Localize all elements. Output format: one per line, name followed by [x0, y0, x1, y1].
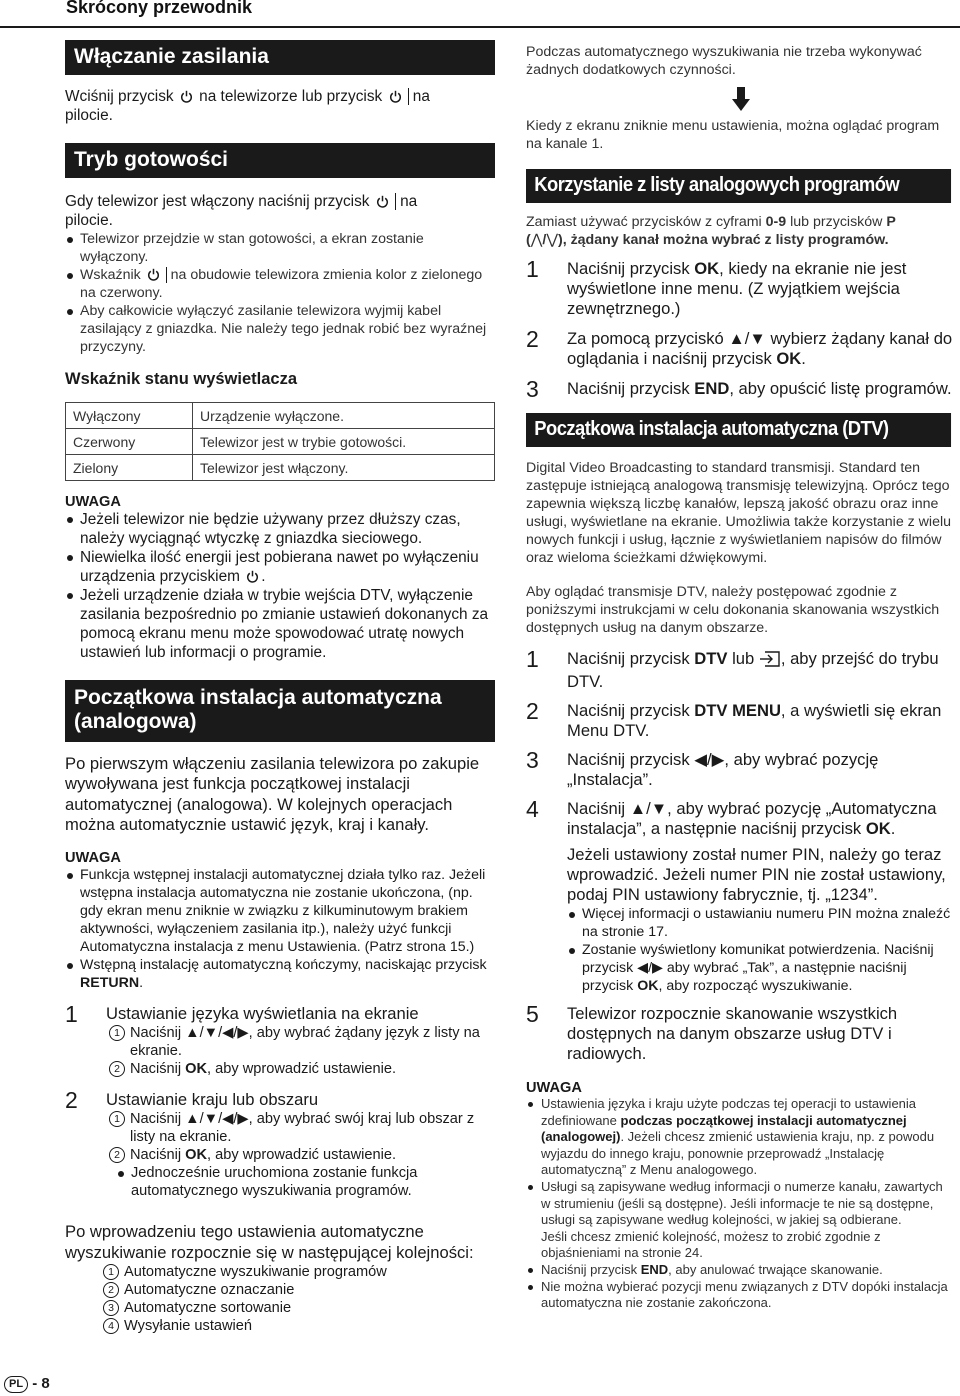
list-item: Naciśnij przycisk END, aby anulować trwające skanowanie. — [526, 1262, 954, 1279]
page-header — [0, 0, 960, 28]
section-title-analog-install: Początkowa instalacja automatyczna (analogowa) — [65, 680, 495, 741]
list-item: Usługi są zapisywane według informacji o numerze kanału, zawartych w strumieniu (jeśli są dostępne). Jeśli informacje te nie są dostępne, usługi są zapisywane według kolejności, w jakiej są odbierane. Jeśli chcesz zmienić kolejność, możesz to zrobić zgodnie z objaśnieniami na stronie 24. — [526, 1179, 954, 1262]
channel-text: Kiedy z ekranu zniknie menu ustawienia, można oglądać program na kanale 1. — [526, 118, 940, 152]
list-item: Funkcja wstępnej instalacji automatycznej działa tylko raz. Jeżeli wstępna instalacja automatyczna nie zostanie ukończona, (np. gdy ekran menu zniknie w związku z kilkuminutowym brakiem aktywności, wyłączeniem zasilania itp.), należy użyć funkcji Automatyczna instalacja z menu Ustawienia. (Patrz strona 15.) — [65, 866, 495, 956]
list-item: Więcej informacji o ustawianiu numeru PIN można znaleźć na stronie 17. — [567, 905, 954, 941]
program-list-step-2: 2 Za pomocą przyciskó ▲/▼ wybierz żądany kanał do oglądania i naciśnij przycisk OK. — [526, 326, 953, 368]
dtv-step-5: 5 Telewizor rozpocznie skanowanie wszystkich dostępnych na danym obszarze usług DTV i radiowych. — [526, 1001, 898, 1063]
indicator-table — [65, 402, 495, 481]
note-title: UWAGA — [65, 849, 121, 866]
list-item: Wstępną instalację automatyczną kończymy, naciskając przycisk RETURN. — [65, 956, 495, 992]
program-list-intro: Zamiast używać przycisków z cyframi 0-9 lub przycisków P (⋀/⋁), żądany kanał można wybrać z listy programów. — [526, 214, 896, 248]
sequence-intro: Po wprowadzeniu tego ustawienia automatyczne wyszukiwanie rozpocznie się w następującej kolejności: — [65, 1221, 474, 1262]
program-list-step-3: 3 Naciśnij przycisk END, aby opuścić listę programów. — [526, 376, 952, 402]
list-item: Aby całkowicie wyłączyć zasilanie telewizora wyjmij kabel zasilający z gniazdka. Nie należy tego jednak robić bez wyraźnej przyczyny. — [65, 302, 495, 356]
note-bullets — [65, 866, 495, 992]
page-number: - 8 — [32, 1375, 50, 1392]
page-footer — [4, 1375, 50, 1393]
chevron-up-icon: ⋀ — [530, 232, 543, 248]
dtv-step-2: 2 Naciśnij przycisk DTV MENU, a wyświetli się ekran Menu DTV. — [526, 698, 942, 740]
note-bullets — [65, 510, 495, 662]
list-item: Jeżeli urządzenie działa w trybie wejścia DTV, wyłączenie zasilania bezpośrednio po zmianie ustawień dokonanych za pomocą ekranu menu może spowodować utratę nowych ustawień lub informacji o programie. — [65, 586, 495, 662]
sequence-list — [65, 1263, 495, 1335]
power-standby-icon — [376, 195, 389, 208]
section-title-power-on: Włączanie zasilania — [65, 40, 495, 75]
list-item: Nie można wybierać pozycji menu związanych z DTV dopóki instalacja automatyczna nie zostanie zakończona. — [526, 1279, 954, 1312]
right-column — [526, 43, 954, 1312]
power-icon — [246, 570, 259, 583]
section-title-standby: Tryb gotowości — [65, 143, 495, 178]
list-item: 4 Wysyłanie ustawień — [100, 1317, 495, 1335]
list-item: Jeżeli telewizor nie będzie używany przez dłuższy czas, należy wyciągnąć wtyczkę z gniazdka sieciowego. — [65, 510, 495, 548]
list-item: Zostanie wyświetlony komunikat potwierdzenia. Naciśnij przycisk ◀/▶ aby wybrać „Tak”, a następnie naciśnij przycisk OK, aby rozpocząć wyszukiwanie. — [567, 941, 954, 995]
dtv-step-1: 1 Naciśnij przycisk DTV lub , aby przejść do trybu DTV. — [526, 646, 939, 691]
list-item: 1 Automatyczne wyszukiwanie programów — [100, 1263, 495, 1281]
section-title-program-list: Korzystanie z listy analogowych programów — [526, 169, 951, 203]
list-item: Jednocześnie uruchomiona zostanie funkcja automatycznego wyszukiwania programów. — [116, 1164, 495, 1200]
list-item: Wskaźnik na obudowie telewizora zmienia kolor z zielonego na czerwony. — [65, 266, 495, 302]
table-row: Zielony Telewizor jest włączony. — [66, 455, 495, 481]
list-item: 3 Automatyczne sortowanie — [100, 1299, 495, 1317]
pin-text: Jeżeli ustawiony został numer PIN, należy go teraz wprowadzić. Jeżeli numer PIN nie został ustawiony, podaj PIN ustawiony fabrycznie, tj. „1234”. — [567, 845, 946, 904]
step-1-language: 1 Ustawianie języka wyświetlania na ekranie 1 Naciśnij ▲/▼/◀/▶, aby wybrać żądany język z listy na ekranie. 2 Naciśnij OK, aby wprowadzić ustawienie. — [65, 1000, 480, 1077]
note-title: UWAGA — [526, 1080, 582, 1096]
page-title: Skrócony przewodnik — [66, 0, 253, 17]
dtv-instructions: Aby oglądać transmisje DTV, należy postępować zgodnie z poniższymi instrukcjami w celu dokonania skanowania wszystkich dostępnych usług na danym obszarze. — [526, 584, 940, 636]
left-column — [65, 40, 495, 1335]
power-on-text: Wciśnij przycisk na telewizorze lub przycisk na pilocie. — [65, 88, 430, 125]
dtv-intro: Digital Video Broadcasting to standard transmisji. Standard ten zastępuje istniejącą analogową transmisję telewizyjną. Oprócz tego zapewnia większą liczbę kanałów, lepszą jakość obrazu oraz inne usługi, wyświetlane na ekranie. Umożliwia także korzystanie z wielu nowych funkcji i usług, łącznie z wyświetlaniem napisów do filmów oraz wieloma ścieżkami dźwiękowymi. — [526, 460, 952, 566]
table-row: Wyłączony Urządzenie wyłączone. — [66, 403, 495, 429]
indicator-heading: Wskaźnik stanu wyświetlacza — [65, 370, 298, 389]
chevron-down-icon: ⋁ — [546, 232, 558, 248]
program-list-step-1: 1 Naciśnij przycisk OK, kiedy na ekranie nie jest wyświetlone inne menu. (Z wyjątkiem wejścia zewnętrznego.) — [526, 256, 907, 318]
arrow-down-icon — [732, 87, 750, 111]
note-bullets — [526, 1096, 954, 1312]
standby-text: Gdy telewizor jest włączony naciśnij przycisk na pilocie. — [65, 193, 418, 230]
note-title: UWAGA — [65, 494, 121, 511]
input-source-icon — [759, 651, 781, 672]
auto-search-text: Podczas automatycznego wyszukiwania nie trzeba wykonywać żadnych dodatkowych czynności. — [526, 44, 922, 78]
section-title-dtv-install: Początkowa instalacja automatyczna (DTV) — [526, 413, 951, 447]
list-item: 2 Automatyczne oznaczanie — [100, 1281, 495, 1299]
standby-bullets — [65, 230, 495, 356]
analog-intro: Po pierwszym włączeniu zasilania telewizora po zakupie wywoływana jest funkcja początkowej instalacji automatycznej (analogowa). W kolejnych operacjach można automatycznie ustawić język, kraj i kanały. — [65, 753, 480, 835]
list-item: Niewielka ilość energii jest pobierana nawet po wyłączeniu urządzenia przyciskiem . — [65, 548, 495, 586]
list-item: Ustawienia języka i kraju użyte podczas tej operacji to ustawienia zdefiniowane podczas początkowej instalacji automatycznej (analogowej). Jeżeli chcesz zmienić ustawienia kraju, np. z powodu wyjazdu do innego kraju, ponownie przeprowadź „Instalację automatyczną” z Menu analogowego. — [526, 1096, 954, 1179]
power-icon — [180, 90, 193, 103]
power-icon — [147, 268, 160, 281]
language-badge: PL — [4, 1376, 28, 1393]
power-standby-icon — [389, 90, 402, 103]
table-row: Czerwony Telewizor jest w trybie gotowości. — [66, 429, 495, 455]
dtv-step-3: 3 Naciśnij przycisk ◀/▶, aby wybrać pozycję „Instalacja”. — [526, 747, 879, 789]
dtv-step-4: 4 Naciśnij ▲/▼, aby wybrać pozycję „Automatyczna instalacja”, a następnie naciśnij przycisk OK. Jeżeli ustawiony został numer PIN, należy go teraz wprowadzić. Jeżeli numer PIN nie został ustawiony, podaj PIN ustawiony fabrycznie, tj. „1234”. Więcej informacji o ustawianiu numeru PIN można znaleźć na stronie 17. Zostanie wyświetlony komunikat potwierdzenia. Naciśnij przycisk ◀/▶ aby wybrać „Tak”, a następnie naciśnij przycisk OK, aby rozpocząć wyszukiwanie. — [526, 799, 954, 995]
step-2-country: 2 Ustawianie kraju lub obszaru 1 Naciśnij ▲/▼/◀/▶, aby wybrać swój kraj lub obszar z listy na ekranie. 2 Naciśnij OK, aby wprowadzić ustawienie. Jednocześnie uruchomiona zostanie funkcja automatycznego wyszukiwania programów. — [65, 1090, 495, 1200]
list-item: Telewizor przejdzie w stan gotowości, a ekran zostanie wyłączony. — [65, 230, 495, 266]
